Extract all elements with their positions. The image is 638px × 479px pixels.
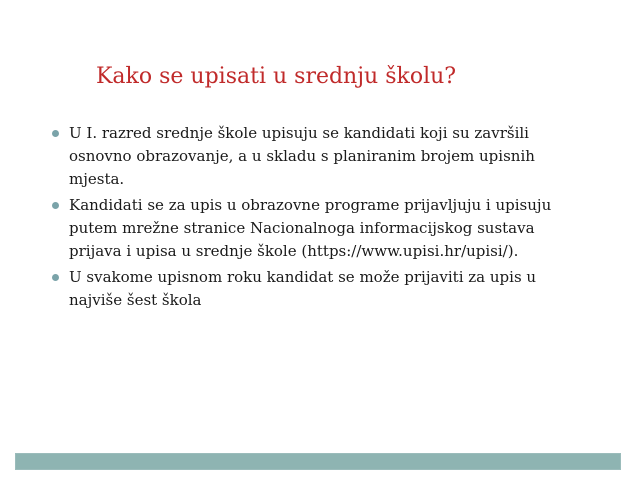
footer-bar (15, 453, 621, 470)
bullet-dot-icon (52, 274, 59, 281)
bullet-list (50, 122, 570, 315)
bullet-text: U svakome upisnom roku kandidat se može prijaviti za upis u najviše šest škola (69, 268, 537, 309)
bullet-dot-icon (52, 130, 59, 137)
bullet-item (50, 194, 570, 263)
bullet-item (50, 266, 570, 312)
bullet-dot-icon (52, 202, 59, 209)
bullet-item (50, 122, 570, 191)
bullet-text: Kandidati se za upis u obrazovne programe prijavljuju i upisuju putem mrežne stranice Nacionalnoga informacijskog sustava prijava i upisa u srednje škole (https://www.upisi.hr/upisi/). (69, 196, 552, 260)
slide-title: Kako se upisati u srednju školu? (96, 64, 457, 89)
bullet-text: U I. razred srednje škole upisuju se kandidati koji su završili osnovno obrazovanje, a u skladu s planiranim brojem upisnih mjesta. (69, 124, 535, 188)
